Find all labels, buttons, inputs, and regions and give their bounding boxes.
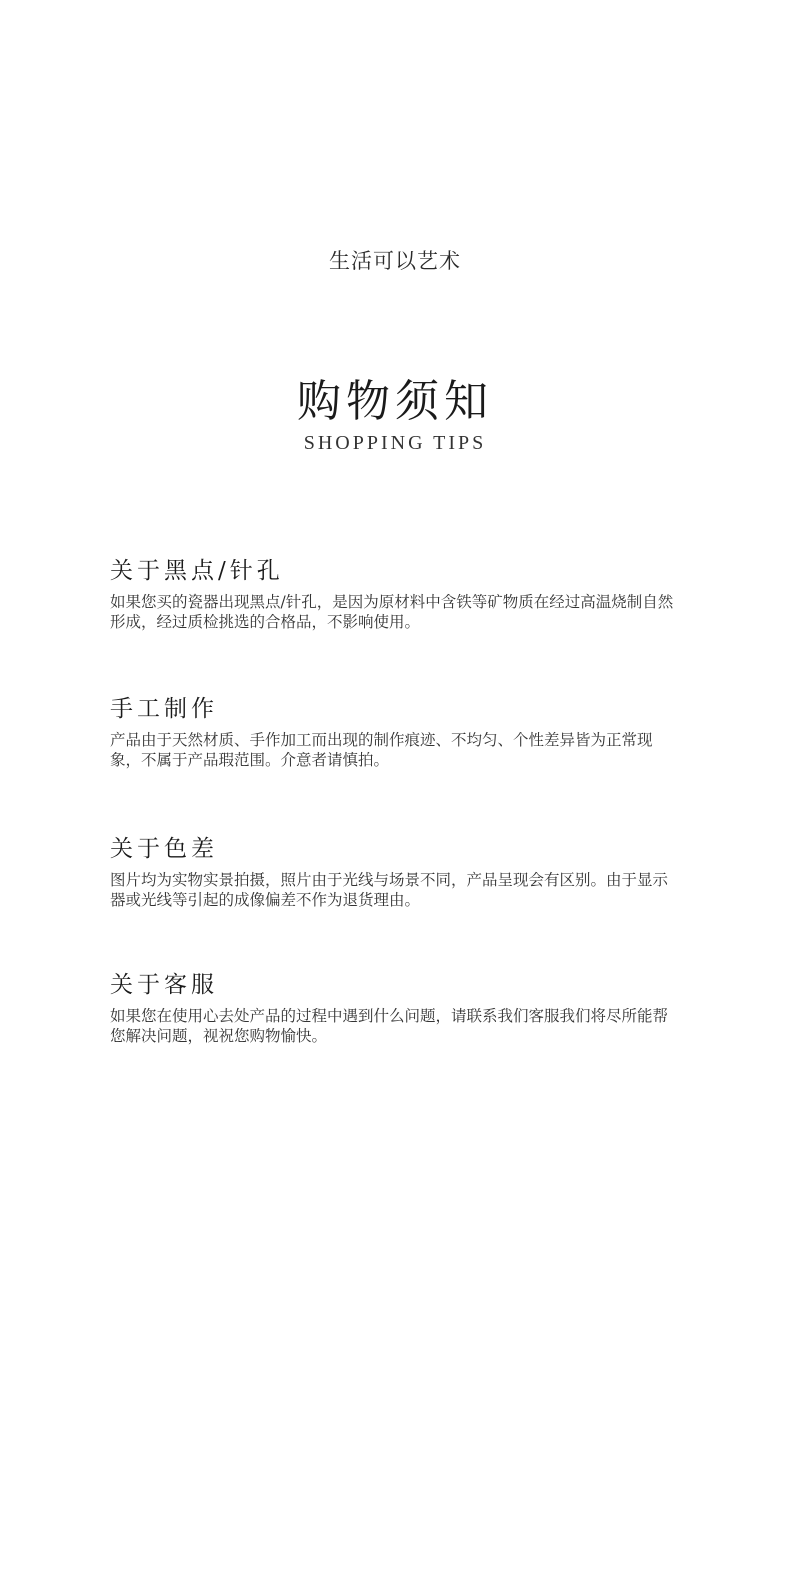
tip-heading: 关于色差 bbox=[110, 836, 218, 862]
tip-heading: 关于黑点/针孔 bbox=[110, 558, 284, 584]
tip-body: 如果您买的瓷器出现黑点/针孔，是因为原材料中含铁等矿物质在经过高温烧制自然形成，经过质检挑选的合格品，不影响使用。 bbox=[110, 593, 674, 631]
tip-heading: 关于客服 bbox=[110, 972, 218, 998]
tip-body: 如果您在使用心去处产品的过程中遇到什么问题，请联系我们客服我们将尽所能帮您解决问题，视祝您购物愉快。 bbox=[110, 1007, 669, 1045]
tip-section-handmade bbox=[110, 694, 680, 770]
title-block bbox=[0, 372, 790, 455]
tip-heading: 手工制作 bbox=[110, 696, 218, 722]
tip-body: 产品由于天然材质、手作加工而出现的制作痕迹、不均匀、个性差异皆为正常现象，不属于产品瑕范围。介意者请慎拍。 bbox=[110, 731, 653, 769]
tip-section-black-spots bbox=[110, 556, 680, 632]
tip-body: 图片均为实物实景拍摄，照片由于光线与场景不同，产品呈现会有区别。由于显示器或光线等引起的成像偏差不作为退货理由。 bbox=[110, 871, 669, 909]
page-title: 购物须知 bbox=[297, 376, 493, 427]
tagline: 生活可以艺术 bbox=[329, 249, 461, 273]
page-subtitle: SHOPPING TIPS bbox=[303, 432, 487, 454]
tip-section-color-difference bbox=[110, 834, 680, 910]
tip-section-customer-service bbox=[110, 970, 680, 1046]
